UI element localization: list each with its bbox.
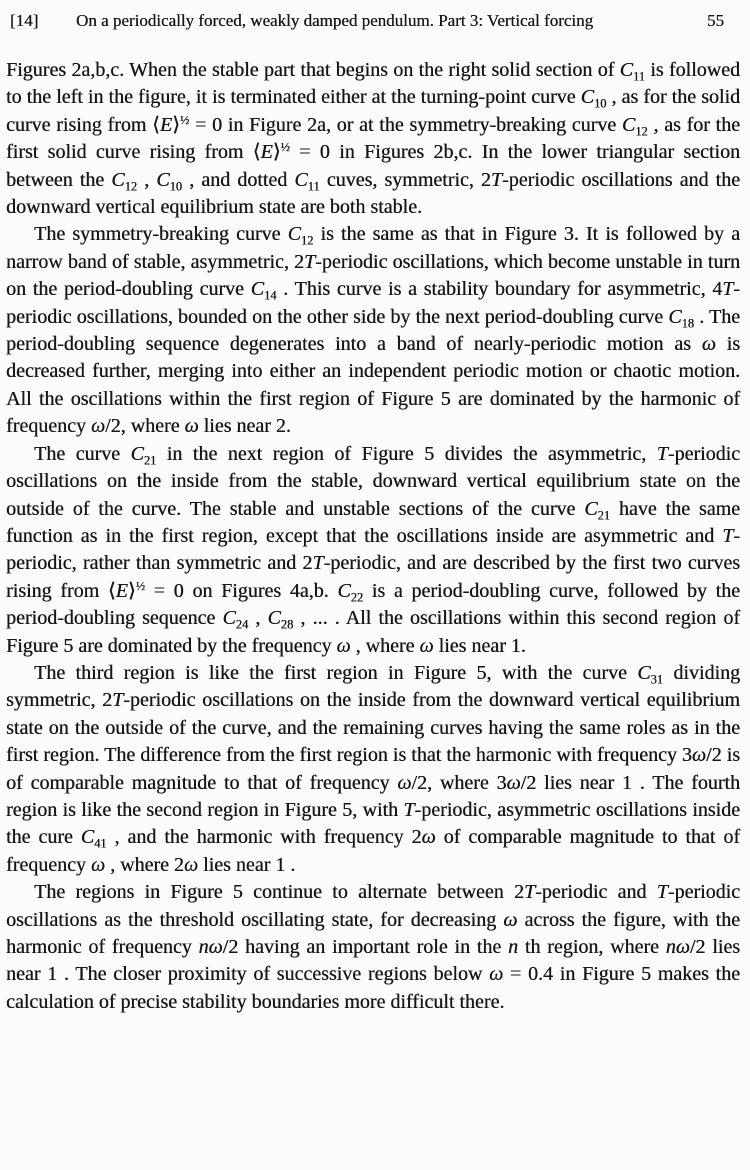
text-run: T: [656, 442, 668, 465]
text-run: 22: [350, 590, 364, 605]
text-run: is a period-doubling curve, followed by the period-doubling sequence: [6, 579, 741, 630]
text-run: , and the harmonic with frequency 2: [106, 826, 422, 849]
text-run: -periodic, and are described by the first two curves rising from: [6, 552, 740, 602]
text-run: -periodic oscillations, which become unstable in turn on the period-doubling curve: [6, 250, 741, 301]
text-run: dividing symmetric, 2: [6, 661, 740, 712]
paragraph-2: [6, 221, 740, 440]
text-run: ω: [90, 415, 106, 438]
text-run: ω: [336, 634, 351, 657]
text-run: T: [403, 798, 415, 821]
text-run: = 0 in Figure 2a, or at the symmetry-breaking curve: [189, 113, 622, 136]
text-run: of comparable magnitude to that of frequency: [6, 826, 740, 876]
running-head: [6, 8, 740, 32]
text-run: T: [112, 689, 124, 712]
text-run: C: [267, 607, 281, 630]
text-run: ω: [421, 826, 436, 849]
text-run: -periodic oscillations on the inside from the downward vertical equilibrium state on the outside of the curve, and the remaining curves having the same roles as in the first region. The difference from the first region is that the harmonic with frequency 3: [6, 689, 740, 767]
text-run: ω: [506, 771, 521, 794]
text-run: ω: [489, 963, 504, 986]
text-run: 31: [650, 672, 663, 687]
text-run: 12: [300, 233, 314, 248]
text-run: /2 is of comparable magnitude to that of frequency: [6, 744, 740, 794]
text-run: C: [156, 168, 170, 191]
text-run: ω: [90, 853, 106, 876]
text-run: , where: [350, 634, 420, 657]
text-run: C: [619, 59, 633, 81]
text-run: ⟨: [152, 113, 160, 136]
text-run: T: [304, 250, 316, 273]
text-run: 14: [264, 288, 277, 303]
text-run: C: [287, 223, 301, 246]
paragraph-3: [6, 441, 740, 660]
text-run: 18: [681, 315, 694, 330]
text-run: ,: [248, 607, 268, 630]
text-run: E: [260, 141, 273, 164]
text-run: , ... . All the oscillations within this second region of Figure 5 are dominated by the frequency: [6, 607, 740, 657]
text-run: -periodic oscillations on the inside from the stable, downward vertical equilibrium state on the outside of the curve. The stable and unstable sections of the curve: [6, 442, 740, 520]
text-run: ½: [280, 140, 290, 155]
text-run: across the figure, with the harmonic of frequency: [6, 908, 740, 958]
text-run: 10: [593, 96, 607, 111]
text-run: 11: [307, 178, 320, 193]
text-run: 24: [235, 617, 249, 632]
paragraph-4: [6, 660, 740, 879]
text-run: /2, where 3: [411, 771, 507, 794]
text-run: C: [668, 305, 682, 328]
text-run: lies near 2.: [198, 415, 291, 438]
text-run: ω: [503, 908, 518, 931]
text-run: -periodic, asymmetric oscillations inside the cure: [6, 798, 740, 849]
text-run: . The period-doubling sequence degenerates into a band of nearly-periodic motion as: [6, 305, 741, 356]
text-run: th region, where: [518, 936, 666, 958]
text-run: C: [222, 607, 236, 630]
text-run: n: [508, 936, 519, 958]
text-run: /2 having an important role in the: [222, 936, 509, 958]
text-run: ½: [179, 113, 190, 127]
text-run: , where 2: [105, 853, 184, 876]
text-run: cuves, symmetric, 2: [319, 168, 491, 191]
text-run: , as for the first solid curve rising from: [6, 113, 740, 164]
text-run: /2 lies near 1 . The closer proximity of successive regions below: [6, 936, 740, 986]
text-run: have the same function as in the first region, except that the oscillations inside are asymmetric and: [6, 497, 741, 547]
text-run: The regions in Figure 5 continue to alternate between 2: [34, 881, 524, 904]
citation-ref: [14]: [10, 11, 39, 30]
text-run: ½: [135, 578, 145, 593]
text-run: ω: [184, 415, 199, 438]
text-run: The symmetry-breaking curve: [34, 223, 288, 246]
text-run: E: [115, 579, 128, 602]
text-run: is the same as that in Figure 3. It is followed by a narrow band of stable, asymmetric, 2: [6, 223, 740, 273]
text-run: C: [337, 579, 351, 602]
text-run: ,: [137, 168, 157, 191]
paragraph-1: [6, 57, 740, 221]
text-run: -periodic and: [535, 881, 657, 904]
text-run: ω: [183, 853, 199, 876]
text-run: = 0.4 in Figure 5 makes the calculation of precise stability boundaries more difficult there.: [6, 963, 740, 1013]
text-run: T: [523, 881, 536, 904]
text-run: ⟩: [272, 141, 281, 164]
text-run: C: [637, 661, 651, 684]
text-run: T: [312, 552, 324, 575]
text-run: is decreased further, merging into either an independent periodic motion or chaotic motion. All the oscillations within the first region of Figure 5 are dominated by the harmonic of frequency: [6, 333, 740, 438]
text-run: /2, where: [105, 415, 185, 438]
text-run: ⟨: [252, 141, 261, 164]
text-run: in the next region of Figure 5 divides the asymmetric,: [156, 442, 657, 465]
text-run: E: [159, 113, 173, 136]
text-run: -periodic oscillations and the downward vertical equilibrium state are both stable.: [6, 168, 740, 219]
text-run: nω: [198, 936, 223, 958]
text-run: 21: [597, 507, 610, 522]
text-run: /2 lies near 1 . The fourth region is like the second region in Figure 5, with: [6, 771, 740, 821]
text-run: T: [722, 278, 734, 301]
text-run: is followed to the left in the figure, it is terminated either at the turning-point curve: [6, 59, 740, 109]
text-run: ω: [397, 771, 412, 794]
text-run: -periodic oscillations as the threshold oscillating state, for decreasing: [6, 881, 740, 931]
body-text: [6, 57, 740, 1016]
text-run: ω: [691, 744, 707, 767]
text-run: C: [294, 168, 308, 191]
text-run: The curve: [34, 442, 131, 465]
text-run: ⟩: [172, 113, 180, 136]
text-run: -periodic oscillations, bounded on the other side by the next period-doubling curve: [6, 278, 740, 328]
text-run: C: [250, 278, 265, 301]
text-run: ⟩: [127, 579, 136, 602]
text-run: 12: [635, 124, 648, 139]
text-run: nω: [665, 936, 690, 958]
text-run: C: [584, 497, 598, 520]
text-run: 11: [632, 69, 645, 84]
text-run: C: [130, 442, 144, 465]
text-run: lies near 1 .: [198, 853, 296, 876]
text-run: , as for the solid curve rising from: [6, 86, 740, 136]
text-run: . This curve is a stability boundary for asymmetric, 4: [276, 278, 723, 301]
text-run: ω: [419, 634, 434, 657]
text-run: 10: [169, 178, 182, 193]
text-run: T: [490, 168, 503, 191]
text-run: C: [80, 826, 95, 849]
text-run: Figures 2a,b,c. When the stable part that begins on the right solid section of: [6, 59, 620, 81]
text-run: = 0 on Figures 4a,b.: [144, 579, 338, 602]
running-title: On a periodically forced, weakly damped pendulum. Part 3: Vertical forcing: [76, 11, 594, 30]
text-run: The third region is like the first region in Figure 5, with the curve: [34, 661, 638, 684]
text-run: 12: [124, 178, 138, 193]
text-run: ω: [701, 333, 716, 356]
text-run: 21: [143, 453, 157, 468]
text-run: 28: [280, 617, 294, 632]
text-run: ⟨: [107, 579, 116, 602]
text-run: = 0 in Figures 2b,c. In the lower triangular section between the: [6, 141, 740, 191]
paragraph-5: [6, 879, 740, 1016]
text-run: , and dotted: [182, 168, 295, 191]
text-run: C: [621, 113, 636, 136]
text-run: C: [580, 86, 594, 109]
text-run: T: [722, 524, 734, 547]
text-run: 41: [94, 836, 107, 851]
text-run: C: [111, 168, 125, 191]
text-run: -periodic, rather than symmetric and 2: [6, 524, 740, 575]
text-run: lies near 1.: [433, 634, 526, 657]
page-number: 55: [707, 11, 724, 30]
text-run: T: [656, 881, 668, 904]
